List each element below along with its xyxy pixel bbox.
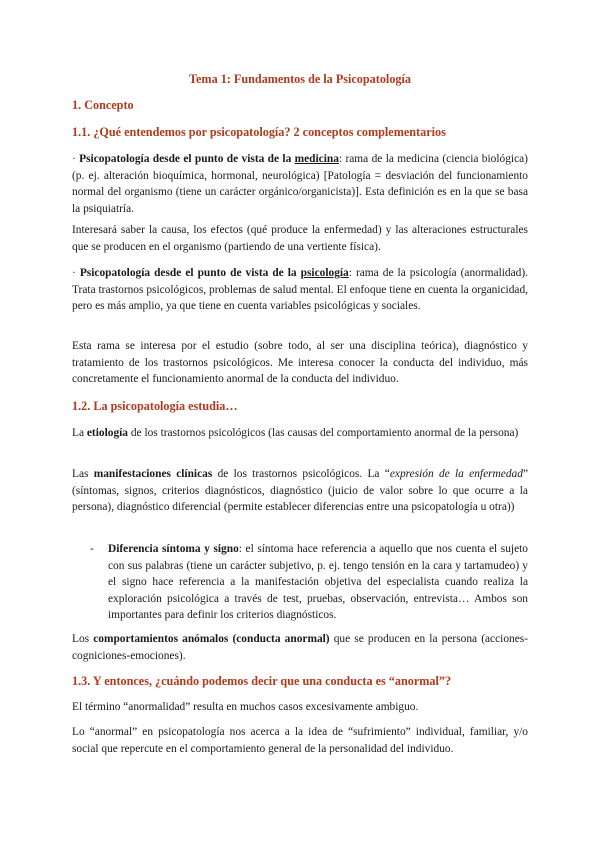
heading-concepto: 1. Concepto xyxy=(72,98,134,112)
paragraph-text: Los xyxy=(72,633,94,645)
bold-term-manifestaciones: manifestaciones clínicas xyxy=(93,468,213,480)
paragraph-etiologia xyxy=(72,425,528,442)
heading-1-1: 1.1. ¿Qué entendemos por psicopatología? 2 conceptos complementarios xyxy=(72,125,446,139)
bold-term-diferencia: Diferencia síntoma y signo xyxy=(108,543,239,555)
list-item-sintoma-signo xyxy=(108,541,528,624)
paragraph-psicopatologia-psicologia xyxy=(72,265,528,315)
paragraph-manifestaciones xyxy=(72,466,528,516)
paragraph-anormalidad: El término “anormalidad” resulta en muchos casos excesivamente ambiguo. xyxy=(72,701,419,713)
paragraph-comportamientos xyxy=(72,631,528,664)
paragraph-interesara: Interesará saber la causa, los efectos (qué produce la enfermedad) y las alteraciones estructurales que se producen en el organismo (partiendo de una vertiente física). xyxy=(72,224,528,253)
bold-term-etiologia: etiología xyxy=(86,427,128,439)
paragraph-text: de los trastornos psicológicos (las causas del comportamiento anormal de la persona) xyxy=(128,427,519,439)
underlined-term-medicina: medicina xyxy=(294,153,339,165)
paragraph-text: ” (síntomas, signos, criterios diagnósticos, diagnóstico (juicio de valor sobre lo que ocurre a la persona), diagnóstico diferencial (permite establecer diferencias entre una psicopatología u otra)) xyxy=(72,468,528,514)
bullet-dot: · xyxy=(72,267,80,279)
bold-text: Psicopatología desde el punto de vista de la xyxy=(79,153,295,165)
italic-term-expresion: expresión de la enfermedad xyxy=(389,468,523,480)
bold-term-comportamientos: comportamientos anómalos (conducta anormal) xyxy=(93,633,330,645)
bullet-dot: · xyxy=(72,153,80,165)
paragraph-text: : el síntoma hace referencia a aquello que nos cuenta el sujeto con sus palabras (tiene un carácter subjetivo, p. ej. tengo tensión en la cara y tartamudeo) y el signo hace referencia a la manifestación objetiva del especialista cuando realiza la exploración psicológica a través de test, pruebas, observación, entrevista… Ambos son importantes para definir los criterios diagnósticos. xyxy=(108,543,528,622)
page-title: Tema 1: Fundamentos de la Psicopatología xyxy=(189,72,411,86)
underlined-term-psicologia: psicología xyxy=(300,267,349,279)
paragraph-text: : rama de la medicina (ciencia biológica) (p. ej. alteración bioquímica, hormonal, neurológica) [Patología = desviación del funcionamiento normal del organismo (tiene un carácter orgánico/organicista)]. Esta definición es en la que se basa la psiquiatría. xyxy=(72,153,528,215)
heading-1-2: 1.2. La psicopatología estudia… xyxy=(72,399,238,413)
paragraph-text: : rama de la psicología (anormalidad). Trata trastornos psicológicos, problemas de salud mental. El enfoque tiene en cuenta la organicidad, pero es más amplio, ya que tiene en cuenta variables psicológicas y sociales. xyxy=(72,267,528,313)
paragraph-text: que se producen en la persona (acciones-cogniciones-emociones). xyxy=(72,633,528,662)
paragraph-text: de los trastornos psicológicos. La “ xyxy=(212,468,390,480)
bold-text: Psicopatología desde el punto de vista de la xyxy=(79,267,301,279)
list-dash: - xyxy=(90,543,94,555)
paragraph-text: Las xyxy=(72,468,94,480)
paragraph-text: La xyxy=(72,427,87,439)
paragraph-esta-rama: Esta rama se interesa por el estudio (sobre todo, al ser una disciplina teórica), diagnóstico y tratamiento de los trastornos psicológicos. Me interesa conocer la conducta del individuo, más concretamente el funcionamiento anormal de la conducta del individuo. xyxy=(72,340,528,386)
paragraph-anormal: Lo “anormal” en psicopatología nos acerca a la idea de “sufrimiento” individual, familiar, y/o social que repercute en el comportamiento general de la personalidad del individuo. xyxy=(72,726,528,755)
heading-1-3: 1.3. Y entonces, ¿cuándo podemos decir que una conducta es “anormal”? xyxy=(72,674,452,688)
paragraph-psicopatologia-medicina xyxy=(72,151,528,217)
